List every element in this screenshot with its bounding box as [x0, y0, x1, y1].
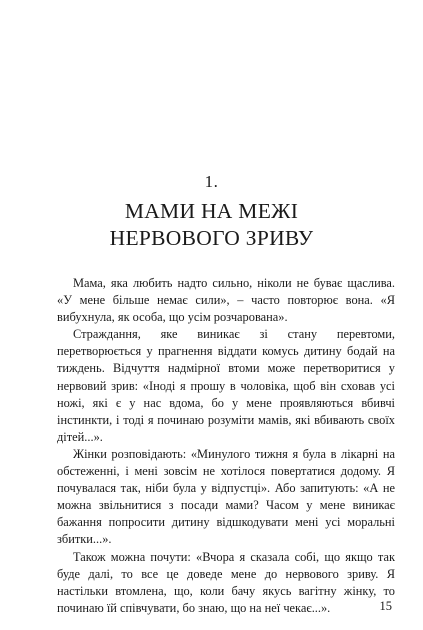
chapter-number: 1. — [204, 172, 219, 191]
paragraph: Страждання, яке виникає зі стану перевтоми, перетворюється у прагнення віддати комусь дитину бодай на тиждень. Відчуття надмірної втоми може перетворитися у нервовий зрив: «Іноді я прошу в чоловіка, щоб він сховав усі ножі, які є у нас вдома, бо у мене проявляються вбивчі інстинкти, і тоді я починаю розуміти мамів, які вбивають своїх дітей...». — [57, 327, 395, 444]
paragraph: Мама, яка любить надто сильно, ніколи не буває щаслива. «У мене більше немає сили», – часто повторює вона. «Я вибухнула, як особа, що усім розчарована». — [57, 276, 395, 325]
paragraph: Також можна почути: «Вчора я сказала собі, що якщо так буде далі, то все це доведе мене до нервового зриву. Я настільки втомлена, що, коли бачу якусь вагітну жінку, то починаю їй співчувати, бо знаю, що на неї чекає...». — [57, 549, 395, 615]
paragraph: Жінки розповідають: «Минулого тижня я була в лікарні на обстеженні, і мені зовсім не хотілося повертатися додому. Я почувалася так, ніби була у відпустці». Або запитують: «А не можна звільнитися з посади мами? Часом у мене виникає бажання попросити дитину відшкодувати мені усі моральні збитки...». — [57, 446, 395, 547]
chapter-title-line-2: НЕРВОВОГО ЗРИВУ — [109, 226, 314, 250]
chapter-title-line-1: МАМИ НА МЕЖІ — [124, 199, 299, 223]
body-text — [57, 275, 395, 617]
chapter-title — [0, 198, 423, 252]
page-number: 15 — [379, 599, 392, 613]
